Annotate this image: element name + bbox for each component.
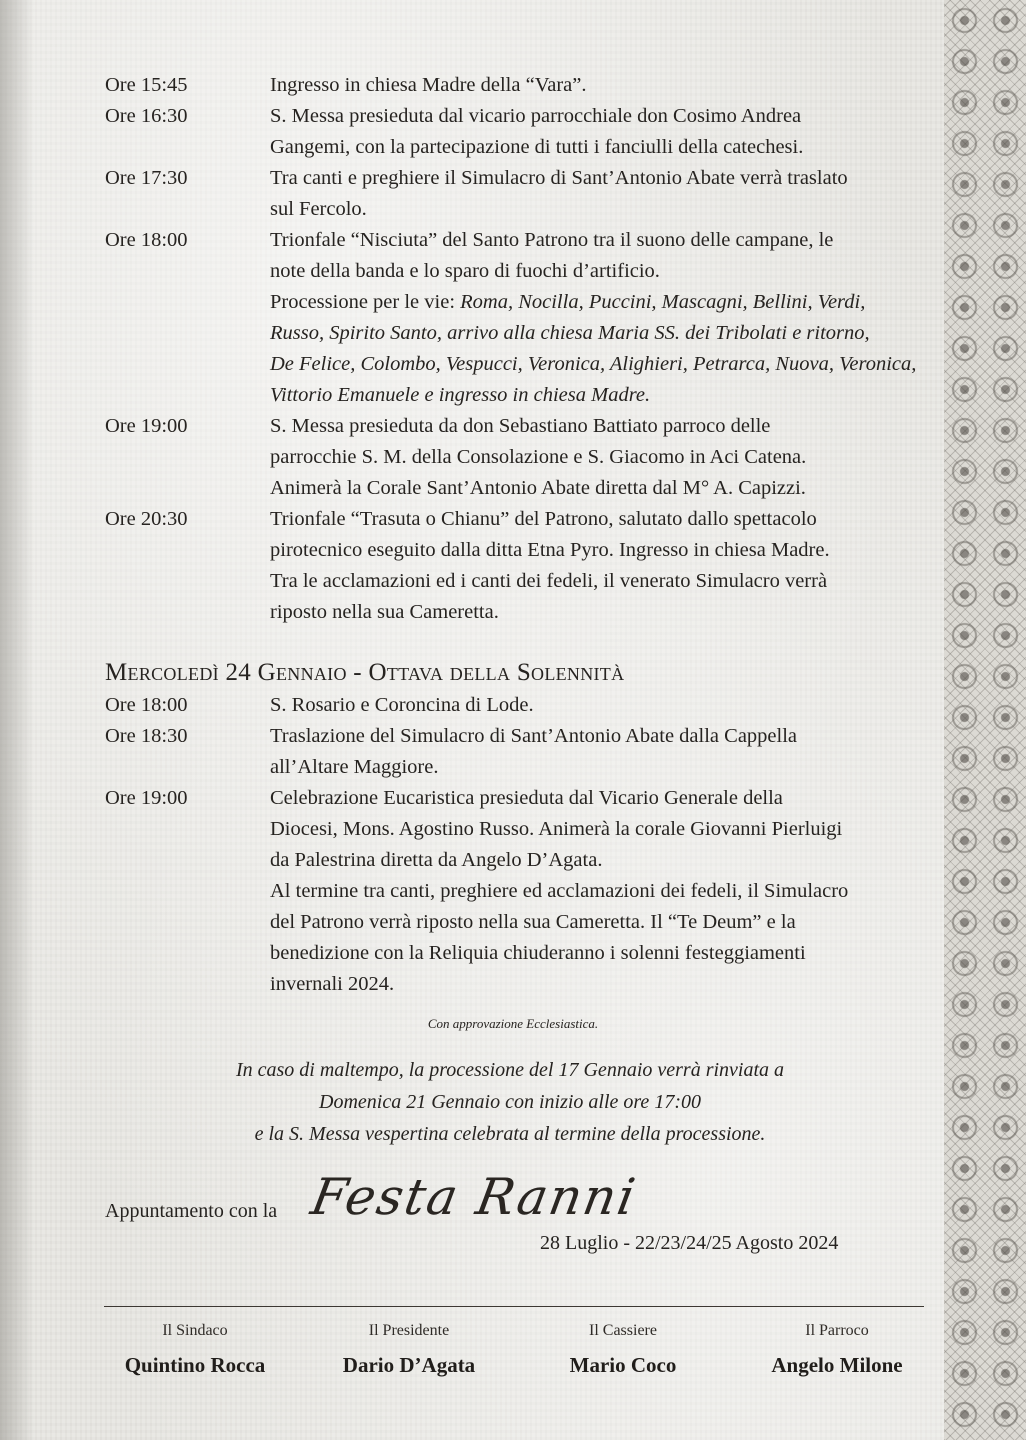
entry-line: all’Altare Maggiore.	[270, 756, 439, 778]
entry-line: S. Rosario e Coroncina di Lode.	[270, 694, 534, 716]
signature-parroco	[737, 1320, 937, 1380]
entry-line: S. Messa presieduta dal vicario parrocchiale don Cosimo Andrea	[270, 105, 802, 127]
entry-time: Ore 18:00	[105, 694, 188, 716]
procession-streets: Roma, Nocilla, Puccini, Mascagni, Bellini, Verdi,	[460, 291, 866, 313]
entry-description	[270, 225, 935, 411]
entry-line: Celebrazione Eucaristica presieduta dal Vicario Generale della	[270, 787, 783, 809]
signature-name: Mario Coco	[569, 1353, 677, 1377]
weather-line: Domenica 21 Gennaio con inizio alle ore 17:00	[319, 1091, 701, 1113]
entry-line: pirotecnico eseguito dalla ditta Etna Pyro. Ingresso in chiesa Madre.	[270, 539, 830, 561]
signature-name: Dario D’Agata	[342, 1353, 476, 1377]
entry-description	[270, 101, 935, 163]
entry-line: note della banda e lo sparo di fuochi d’artificio.	[270, 260, 660, 282]
entry-line: Ingresso in chiesa Madre della “Vara”.	[270, 74, 587, 96]
entry-line: benedizione con la Reliquia chiuderanno i solenni festeggiamenti	[270, 942, 806, 964]
approval-note: Con approvazione Ecclesiastica.	[427, 1016, 599, 1031]
entry-description	[270, 70, 935, 101]
entry-line: invernali 2024.	[270, 973, 395, 995]
weather-line: e la S. Messa vespertina celebrata al termine della processione.	[254, 1123, 766, 1145]
procession-streets: Russo, Spirito Santo, arrivo alla chiesa Maria SS. dei Tribolati e ritorno,	[270, 322, 870, 344]
entry-description	[270, 411, 935, 504]
signature-role: Il Sindaco	[162, 1322, 228, 1339]
signature-role: Il Parroco	[805, 1322, 869, 1339]
entry-line: Gangemi, con la partecipazione di tutti i fanciulli della catechesi.	[270, 136, 804, 158]
entry-time: Ore 15:45	[105, 74, 188, 96]
signature-presidente	[309, 1320, 509, 1380]
weather-line: In caso di maltempo, la processione del 17 Gennaio verrà rinviata a	[235, 1059, 785, 1081]
entry-line: sul Fercolo.	[270, 198, 367, 220]
signature-divider	[104, 1306, 924, 1307]
appointment-text: Appuntamento con la	[105, 1200, 278, 1222]
entry-line: Traslazione del Simulacro di Sant’Antonio Abate dalla Cappella	[270, 725, 798, 747]
entry-line: del Patrono verrà riposto nella sua Cameretta. Il “Te Deum” e la	[270, 911, 796, 933]
entry-line: Diocesi, Mons. Agostino Russo. Animerà la corale Giovanni Pierluigi	[270, 818, 843, 840]
entry-line: Trionfale “Trasuta o Chianu” del Patrono, salutato dallo spettacolo	[270, 508, 817, 530]
entry-time: Ore 19:00	[105, 787, 188, 809]
entry-description	[270, 721, 935, 783]
entry-line: Tra le acclamazioni ed i canti dei fedeli, il venerato Simulacro verrà	[270, 570, 828, 592]
procession-streets: Vittorio Emanuele e ingresso in chiesa Madre.	[270, 384, 651, 406]
procession-streets: De Felice, Colombo, Vespucci, Veronica, Alighieri, Petrarca, Nuova, Veronica,	[270, 353, 917, 375]
signature-cassiere	[523, 1320, 723, 1380]
entry-description	[270, 690, 935, 721]
entry-line: riposto nella sua Cameretta.	[270, 601, 499, 623]
entry-time: Ore 18:00	[105, 229, 188, 251]
entry-time: Ore 17:30	[105, 167, 188, 189]
entry-line: Tra canti e preghiere il Simulacro di Sant’Antonio Abate verrà traslato	[270, 167, 848, 189]
entry-line: parrocchie S. M. della Consolazione e S. Giacomo in Aci Catena.	[270, 446, 807, 468]
signature-name: Angelo Milone	[771, 1353, 903, 1377]
signature-name: Quintino Rocca	[124, 1353, 266, 1377]
entry-line: Al termine tra canti, preghiere ed acclamazioni dei fedeli, il Simulacro	[270, 880, 849, 902]
entry-line: Trionfale “Nisciuta” del Santo Patrono tra il suono delle campane, le	[270, 229, 834, 251]
appointment-dates: 28 Luglio - 22/23/24/25 Agosto 2024	[540, 1232, 839, 1254]
entry-line: S. Messa presieduta da don Sebastiano Battiato parroco delle	[270, 415, 771, 437]
weather-notice	[150, 1054, 870, 1150]
entry-line: Animerà la Corale Sant’Antonio Abate diretta dal M° A. Capizzi.	[270, 477, 806, 499]
entry-time: Ore 18:30	[105, 725, 188, 747]
entry-description	[270, 504, 935, 628]
section-heading: Mercoledì 24 Gennaio - Ottava della Solennità	[105, 659, 625, 686]
entry-time: Ore 19:00	[105, 415, 188, 437]
entry-time: Ore 16:30	[105, 105, 188, 127]
entry-description	[270, 783, 935, 1000]
procession-route	[270, 287, 935, 318]
signature-sindaco	[95, 1320, 295, 1380]
entry-line: da Palestrina diretta da Angelo D’Agata.	[270, 849, 603, 871]
signature-role: Il Cassiere	[589, 1322, 657, 1339]
entry-description	[270, 163, 935, 225]
signature-role: Il Presidente	[368, 1322, 450, 1339]
entry-time: Ore 20:30	[105, 508, 188, 530]
festa-ranni-logo: Festa Ranni	[306, 1168, 642, 1226]
procession-prefix: Processione per le vie:	[270, 291, 461, 313]
